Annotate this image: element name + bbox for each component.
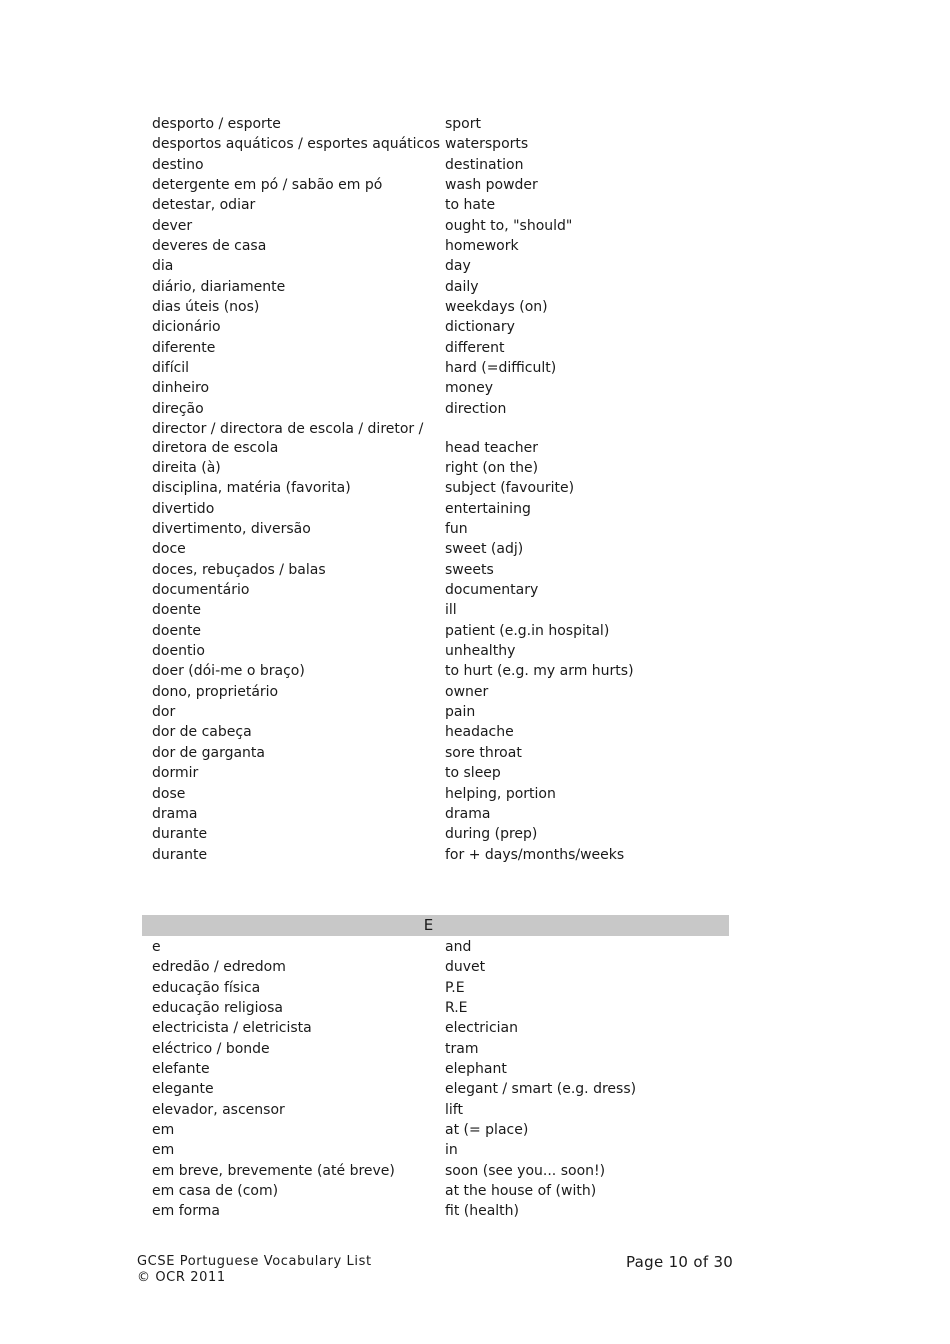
vocab-row (152, 561, 732, 580)
english-translation: fit (health) (445, 1203, 519, 1220)
portuguese-term: detergente em pó / sabão em pó (152, 177, 383, 194)
english-translation: unhealthy (445, 643, 516, 660)
vocab-row (152, 958, 732, 977)
portuguese-term: director / directora de escola / diretor / diretora de escola (152, 421, 424, 456)
portuguese-term: dicionário (152, 319, 221, 336)
portuguese-term: doce (152, 541, 186, 558)
portuguese-term: em forma (152, 1203, 220, 1220)
vocab-row (152, 278, 732, 297)
vocab-row (152, 1162, 732, 1181)
english-translation: day (445, 258, 471, 275)
portuguese-term: em casa de (com) (152, 1183, 279, 1200)
vocab-table-d (152, 115, 732, 866)
portuguese-term: dor de garganta (152, 744, 265, 761)
vocab-row (152, 825, 732, 844)
english-translation: money (445, 380, 493, 397)
portuguese-term: deveres de casa (152, 238, 267, 255)
portuguese-term: edredão / edredom (152, 959, 286, 976)
portuguese-term: desporto / esporte (152, 116, 281, 132)
english-translation: R.E (445, 1000, 468, 1017)
vocab-row (152, 400, 732, 419)
english-translation: different (445, 339, 505, 356)
english-translation: fun (445, 521, 468, 538)
english-translation: to hurt (e.g. my arm hurts) (445, 663, 634, 680)
portuguese-term: electricista / eletricista (152, 1020, 312, 1037)
english-translation: watersports (445, 136, 529, 153)
english-translation: ought to, "should" (445, 217, 573, 234)
portuguese-term: detestar, odiar (152, 197, 256, 214)
portuguese-term: elevador, ascensor (152, 1101, 285, 1118)
portuguese-term: dormir (152, 765, 199, 782)
vocab-row (152, 846, 732, 865)
portuguese-term: durante (152, 846, 208, 863)
portuguese-term: educação religiosa (152, 1000, 283, 1017)
footer-copyright: © OCR 2011 (137, 1270, 226, 1285)
english-translation: helping, portion (445, 785, 556, 802)
english-translation: for + days/months/weeks (445, 846, 625, 863)
portuguese-term: eléctrico / bonde (152, 1040, 270, 1057)
portuguese-term: desportos aquáticos / esportes aquáticos (152, 136, 441, 153)
vocab-row (152, 359, 732, 378)
vocab-row (152, 683, 732, 702)
english-translation: entertaining (445, 500, 531, 517)
english-translation: at (= place) (445, 1122, 529, 1139)
vocab-row (152, 339, 732, 358)
vocab-row (152, 459, 732, 478)
vocab-row (152, 1182, 732, 1201)
english-translation: sweets (445, 561, 494, 578)
portuguese-term: direção (152, 400, 204, 417)
portuguese-term: dias úteis (nos) (152, 299, 260, 316)
vocab-row (152, 938, 732, 957)
portuguese-term: divertido (152, 500, 215, 517)
vocab-row (152, 176, 732, 195)
english-translation: in (445, 1142, 458, 1159)
english-translation: at the house of (with) (445, 1183, 597, 1200)
vocab-row (152, 318, 732, 337)
english-translation: pain (445, 704, 476, 721)
portuguese-term: dever (152, 217, 193, 234)
english-translation: wash powder (445, 177, 538, 194)
english-translation: destination (445, 156, 524, 173)
english-translation: patient (e.g.in hospital) (445, 622, 610, 639)
portuguese-term: doente (152, 602, 202, 619)
vocab-row (152, 420, 732, 457)
portuguese-term: drama (152, 805, 198, 822)
vocab-row (152, 500, 732, 519)
portuguese-term: durante (152, 826, 208, 843)
vocab-table-e (152, 938, 732, 1223)
portuguese-term: doer (dói-me o braço) (152, 663, 305, 680)
vocab-row (152, 1019, 732, 1038)
english-translation: sore throat (445, 744, 522, 761)
english-translation: tram (445, 1040, 479, 1057)
portuguese-term: doces, rebuçados / balas (152, 561, 326, 578)
portuguese-term: dinheiro (152, 380, 210, 397)
vocab-row (152, 196, 732, 215)
vocab-row (152, 298, 732, 317)
footer-title: GCSE Portuguese Vocabulary List (137, 1254, 372, 1269)
vocab-row (152, 1080, 732, 1099)
english-translation: P.E (445, 979, 465, 996)
portuguese-term: difícil (152, 360, 190, 377)
portuguese-term: direita (à) (152, 460, 221, 476)
english-translation: sweet (adj) (445, 541, 524, 558)
english-translation: weekdays (on) (445, 299, 548, 316)
vocab-row (152, 237, 732, 256)
portuguese-term: em (152, 1142, 175, 1159)
vocab-row (152, 1060, 732, 1079)
letter-heading-bar (142, 915, 729, 936)
english-translation: subject (favourite) (445, 480, 575, 497)
english-translation: and (445, 939, 472, 955)
english-translation: to hate (445, 197, 496, 214)
portuguese-term: disciplina, matéria (favorita) (152, 480, 351, 497)
vocab-row (152, 1101, 732, 1120)
english-translation: dictionary (445, 319, 515, 336)
english-translation: homework (445, 238, 519, 255)
portuguese-term: dor de cabeça (152, 724, 252, 741)
footer-left (137, 1254, 372, 1286)
english-translation: duvet (445, 959, 486, 976)
vocab-row (152, 979, 732, 998)
vocab-row (152, 156, 732, 175)
page-number: Page 10 of 30 (626, 1253, 734, 1271)
english-translation: elegant / smart (e.g. dress) (445, 1081, 637, 1098)
english-translation: soon (see you... soon!) (445, 1162, 606, 1179)
portuguese-term: elefante (152, 1061, 210, 1078)
portuguese-term: doentio (152, 643, 205, 660)
portuguese-term: dor (152, 704, 176, 721)
vocab-row (152, 1040, 732, 1059)
english-translation: head teacher (445, 439, 539, 456)
portuguese-term: elegante (152, 1081, 214, 1098)
english-translation: to sleep (445, 765, 501, 782)
portuguese-term: doente (152, 622, 202, 639)
vocab-row (152, 744, 732, 763)
vocab-row (152, 999, 732, 1018)
vocab-row (152, 805, 732, 824)
portuguese-term: documentário (152, 582, 250, 599)
vocab-row (152, 1141, 732, 1160)
vocab-row (152, 642, 732, 661)
english-translation: documentary (445, 582, 539, 599)
portuguese-term: divertimento, diversão (152, 521, 311, 538)
english-translation: during (prep) (445, 826, 538, 843)
vocab-row (152, 520, 732, 539)
portuguese-term: dono, proprietário (152, 683, 279, 700)
english-translation: owner (445, 683, 489, 700)
vocab-row (152, 1121, 732, 1140)
portuguese-term: e (152, 939, 161, 955)
vocab-row (152, 479, 732, 498)
vocab-row (152, 115, 732, 134)
portuguese-term: dose (152, 785, 186, 802)
vocab-row (152, 622, 732, 641)
vocab-row (152, 135, 732, 154)
english-translation: right (on the) (445, 460, 539, 476)
vocab-row (152, 703, 732, 722)
vocab-row (152, 601, 732, 620)
english-translation: hard (=difficult) (445, 360, 557, 377)
english-translation: elephant (445, 1061, 507, 1078)
english-translation: daily (445, 278, 479, 295)
vocab-row (152, 540, 732, 559)
vocab-row (152, 723, 732, 742)
vocab-row (152, 1202, 732, 1221)
portuguese-term: destino (152, 156, 204, 173)
portuguese-term: diário, diariamente (152, 278, 286, 295)
vocab-row (152, 785, 732, 804)
english-translation: ill (445, 602, 457, 619)
portuguese-term: em (152, 1122, 175, 1139)
vocab-row (152, 581, 732, 600)
portuguese-term: em breve, brevemente (até breve) (152, 1162, 395, 1179)
vocab-row (152, 379, 732, 398)
english-translation: direction (445, 400, 507, 417)
english-translation: electrician (445, 1020, 518, 1037)
portuguese-term: dia (152, 258, 174, 275)
letter-heading: E (423, 916, 434, 934)
vocab-row (152, 764, 732, 783)
english-translation: sport (445, 116, 481, 132)
vocab-row (152, 217, 732, 236)
english-translation: lift (445, 1101, 463, 1118)
english-translation: headache (445, 724, 514, 741)
vocab-row (152, 257, 732, 276)
english-translation: drama (445, 805, 491, 822)
portuguese-term: diferente (152, 339, 216, 356)
portuguese-term: educação física (152, 979, 261, 996)
vocab-row (152, 662, 732, 681)
